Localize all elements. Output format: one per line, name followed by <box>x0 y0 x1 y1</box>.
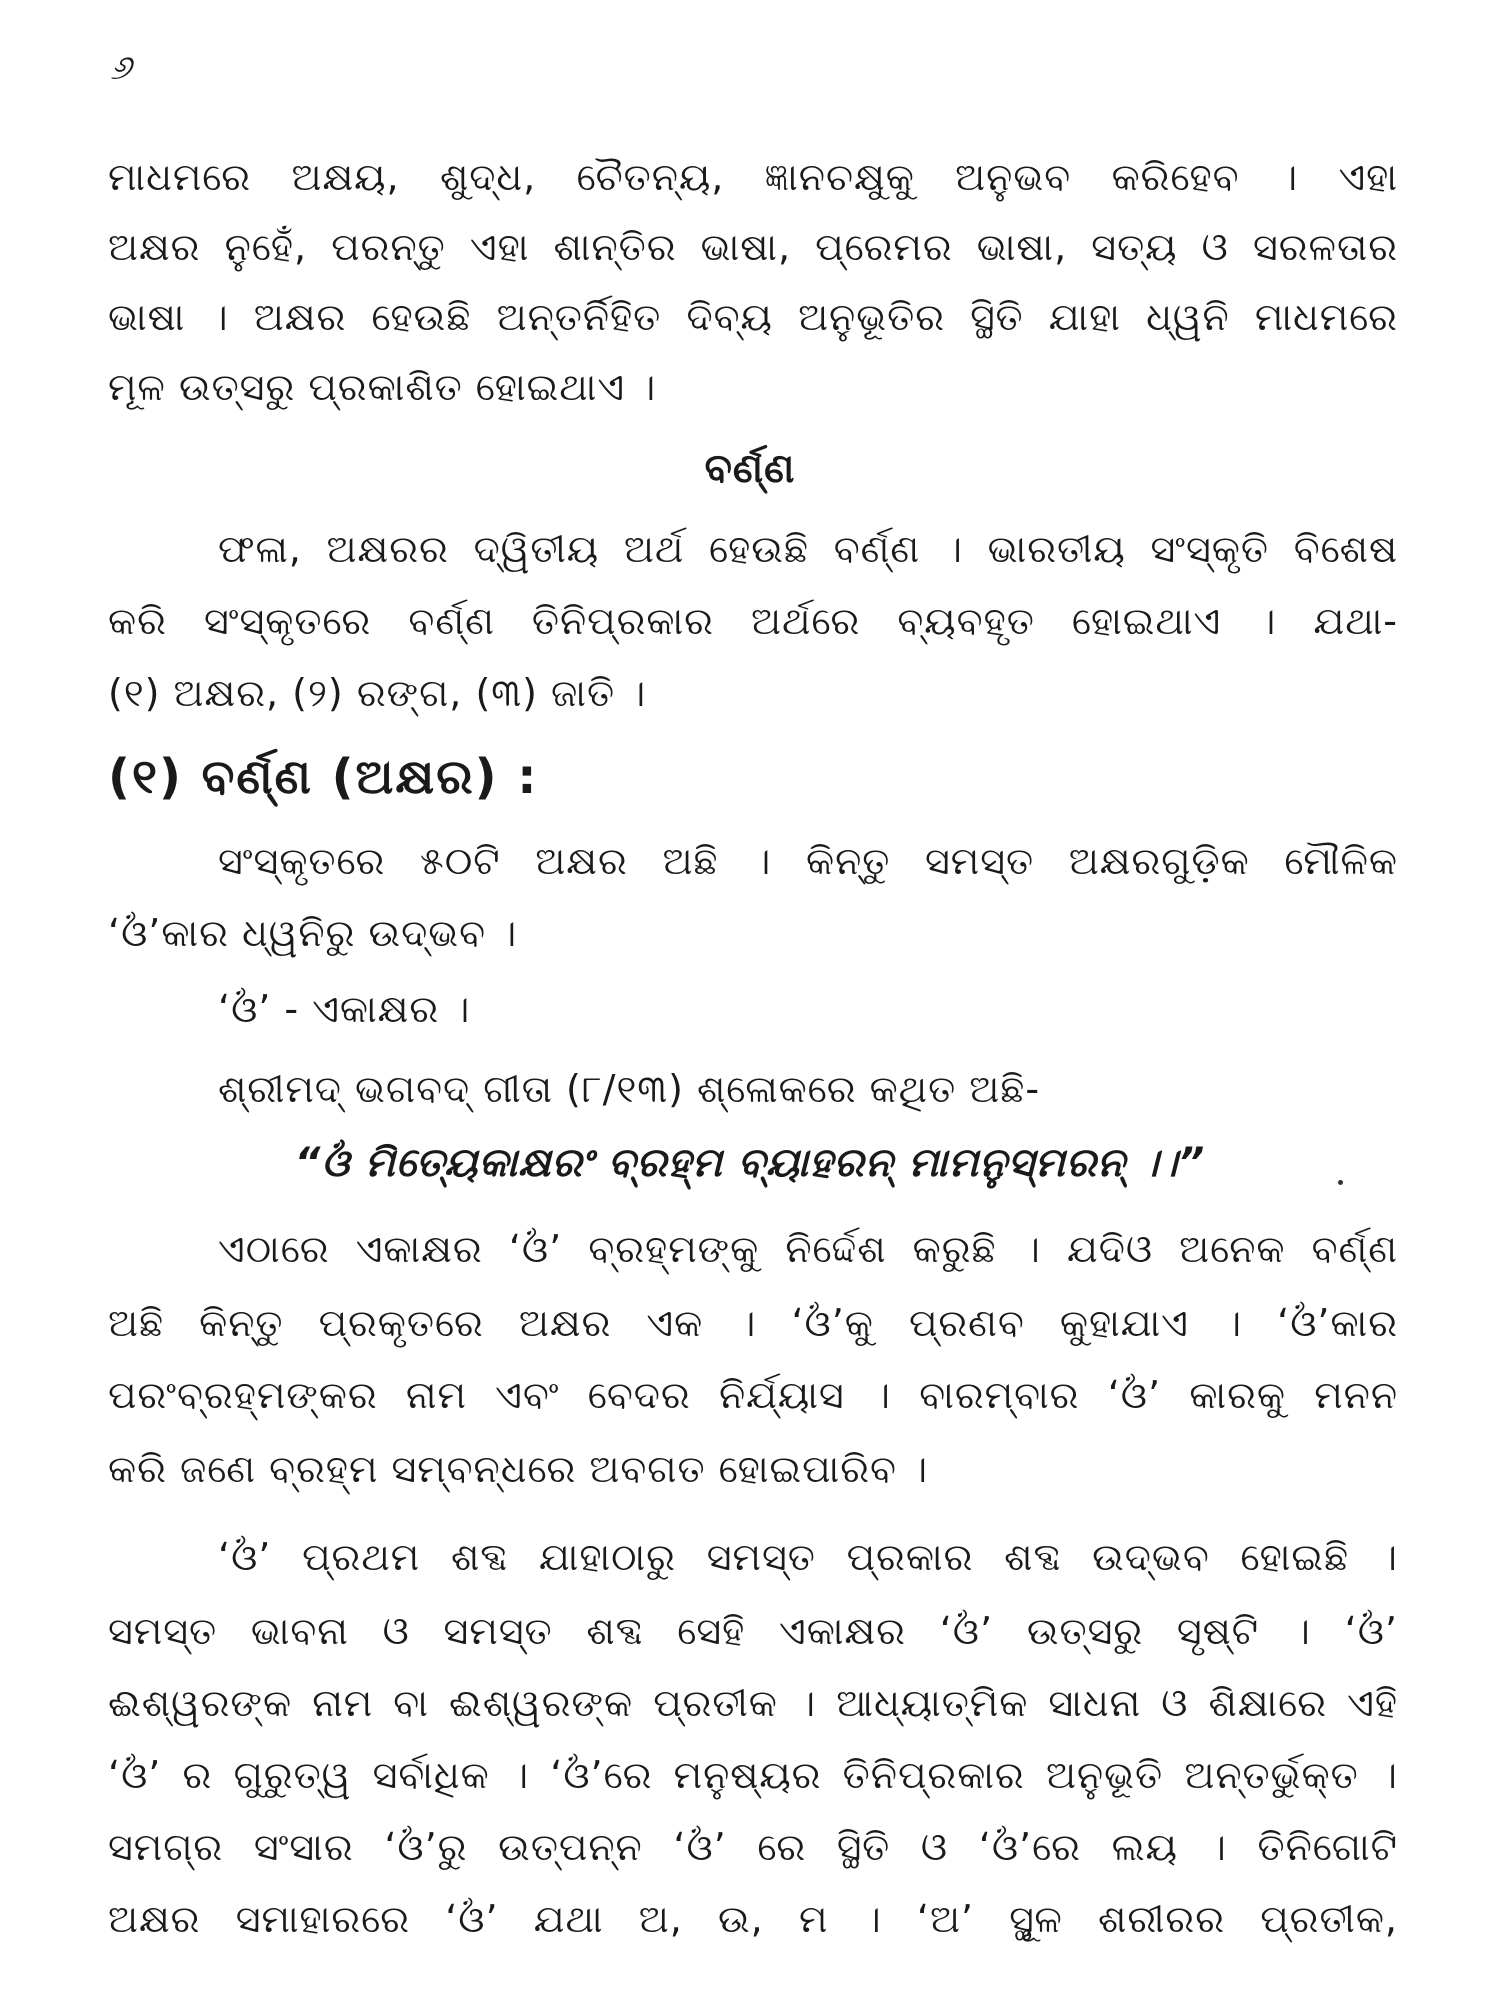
para1-line-4: ମୂଳ ଉତ୍ସରୁ ପ୍ରକାଶିତ ହୋଇଥାଏ । <box>108 365 657 409</box>
para5-line-1: ‘ଓଁ’ ପ୍ରଥମ ଶବ୍ଦ ଯାହାଠାରୁ ସମସ୍ତ ପ୍ରକାର ଶବ୍ଦ ଉଦ୍ଭବ ହୋଇଛି । <box>218 1535 1398 1579</box>
print-speck <box>1338 1180 1343 1185</box>
para4-line-3: ପରଂବ୍ରହ୍ମଙ୍କର ନାମ ଏବଂ ବେଦର ନିର୍ଯ୍ୟାସ । ବାରମ୍ବାର ‘ଓଁ’ କାରକୁ ମନନ <box>108 1373 1398 1417</box>
para4-line-1: ଏଠାରେ ଏକାକ୍ଷର ‘ଓଁ’ ବ୍ରହ୍ମଙ୍କୁ ନିର୍ଦ୍ଦେଶ କରୁଛି । ଯଦିଓ ଅନେକ ବର୍ଣ୍ଣ <box>218 1227 1398 1271</box>
para3-line-1: ସଂସ୍କୃତରେ ୫୦ଟି ଅକ୍ଷର ଅଛି । କିନ୍ତୁ ସମସ୍ତ ଅକ୍ଷରଗୁଡ଼ିକ ମୌଳିକ <box>218 839 1398 883</box>
para5-line-4: ‘ଓଁ’ ର ଗୁରୁତ୍ୱ ସର୍ବାଧିକ । ‘ଓଁ’ରେ ମନୁଷ୍ୟର ତିନିପ୍ରକାର ଅନୁଭୂତି ଅନ୍ତର୍ଭୁକ୍ତ । <box>108 1753 1398 1797</box>
verse-quote: “ଓଁ ମିତ୍ୟେକାକ୍ଷରଂ ବ୍ରହ୍ମ ବ୍ୟାହରନ୍ ମାମନୁସ୍ମରନ୍ ।।” <box>294 1140 1206 1186</box>
section-heading: ବର୍ଣ୍ଣ <box>704 446 796 492</box>
para1-line-2: ଅକ୍ଷର ନୁହେଁ, ପରନ୍ତୁ ଏହା ଶାନ୍ତିର ଭାଷା, ପ୍ରେମର ଭାଷା, ସତ୍ୟ ଓ ସରଳତାର <box>108 225 1398 269</box>
para2-line-1: ଫଳା, ଅକ୍ଷରର ଦ୍ୱିତୀୟ ଅର୍ଥ ହେଉଛି ବର୍ଣ୍ଣ । ଭାରତୀୟ ସଂସ୍କୃତି ବିଶେଷ <box>218 527 1398 571</box>
para4-line-4: କରି ଜଣେ ବ୍ରହ୍ମ ସମ୍ବନ୍ଧରେ ଅବଗତ ହୋଇପାରିବ । <box>108 1447 929 1491</box>
page-number: ୬ <box>110 48 132 88</box>
om-line: ‘ଓଁ’ - ଏକାକ୍ଷର । <box>218 987 471 1031</box>
subheading: (୧) ବର୍ଣ୍ଣ (ଅକ୍ଷର) : <box>108 749 539 805</box>
para4-line-2: ଅଛି କିନ୍ତୁ ପ୍ରକୃତରେ ଅକ୍ଷର ଏକ । ‘ଓଁ’କୁ ପ୍ରଣବ କୁହାଯାଏ । ‘ଓଁ’କାର <box>108 1301 1398 1345</box>
para1-line-1: ମାଧମରେ ଅକ୍ଷୟ, ଶୁଦ୍ଧ, ଚୈତନ୍ୟ, ଜ୍ଞାନଚକ୍ଷୁକୁ ଅନୁଭବ କରିହେବ । ଏହା <box>108 155 1398 199</box>
para2-line-2: କରି ସଂସ୍କୃତରେ ବର୍ଣ୍ଣ ତିନିପ୍ରକାର ଅର୍ଥରେ ବ୍ୟବହୃତ ହୋଇଥାଏ । ଯଥା- <box>108 599 1398 643</box>
para5-line-6: ଅକ୍ଷର ସମାହାରରେ ‘ଓଁ’ ଯଥା ଅ, ଉ, ମ । ‘ଅ’ ସ୍ଥୂଳ ଶରୀରର ପ୍ରତୀକ, <box>108 1897 1398 1941</box>
para5-line-3: ଈଶ୍ୱରଙ୍କ ନାମ ବା ଈଶ୍ୱରଙ୍କ ପ୍ରତୀକ । ଆଧ୍ୟାତ୍ମିକ ସାଧନା ଓ ଶିକ୍ଷାରେ ଏହି <box>108 1681 1398 1725</box>
para5-line-2: ସମସ୍ତ ଭାବନା ଓ ସମସ୍ତ ଶବ୍ଦ ସେହି ଏକାକ୍ଷର ‘ଓଁ’ ଉତ୍ସରୁ ସୃଷ୍ଟି । ‘ଓଁ’ <box>108 1609 1398 1653</box>
para3-line-2: ‘ଓଁ’କାର ଧ୍ୱନିରୁ ଉଦ୍ଭବ । <box>108 911 518 955</box>
gita-line: ଶ୍ରୀମଦ୍ ଭଗବଦ୍ ଗୀତା (୮/୧୩) ଶ୍ଳୋକରେ କଥିତ ଅଛି- <box>218 1067 1041 1111</box>
para1-line-3: ଭାଷା । ଅକ୍ଷର ହେଉଛି ଅନ୍ତର୍ନିହିତ ଦିବ୍ୟ ଅନୁଭୂତିର ସ୍ଥିତି ଯାହା ଧ୍ୱନି ମାଧମରେ <box>108 295 1398 339</box>
para2-line-3: (୧) ଅକ୍ଷର, (୨) ରଙ୍ଗ, (୩) ଜାତି । <box>108 671 647 715</box>
para5-line-5: ସମଗ୍ର ସଂସାର ‘ଓଁ’ରୁ ଉତ୍ପନ୍ନ ‘ଓଁ’ ରେ ସ୍ଥିତି ଓ ‘ଓଁ’ରେ ଲୟ । ତିନିଗୋଟି <box>108 1825 1398 1869</box>
